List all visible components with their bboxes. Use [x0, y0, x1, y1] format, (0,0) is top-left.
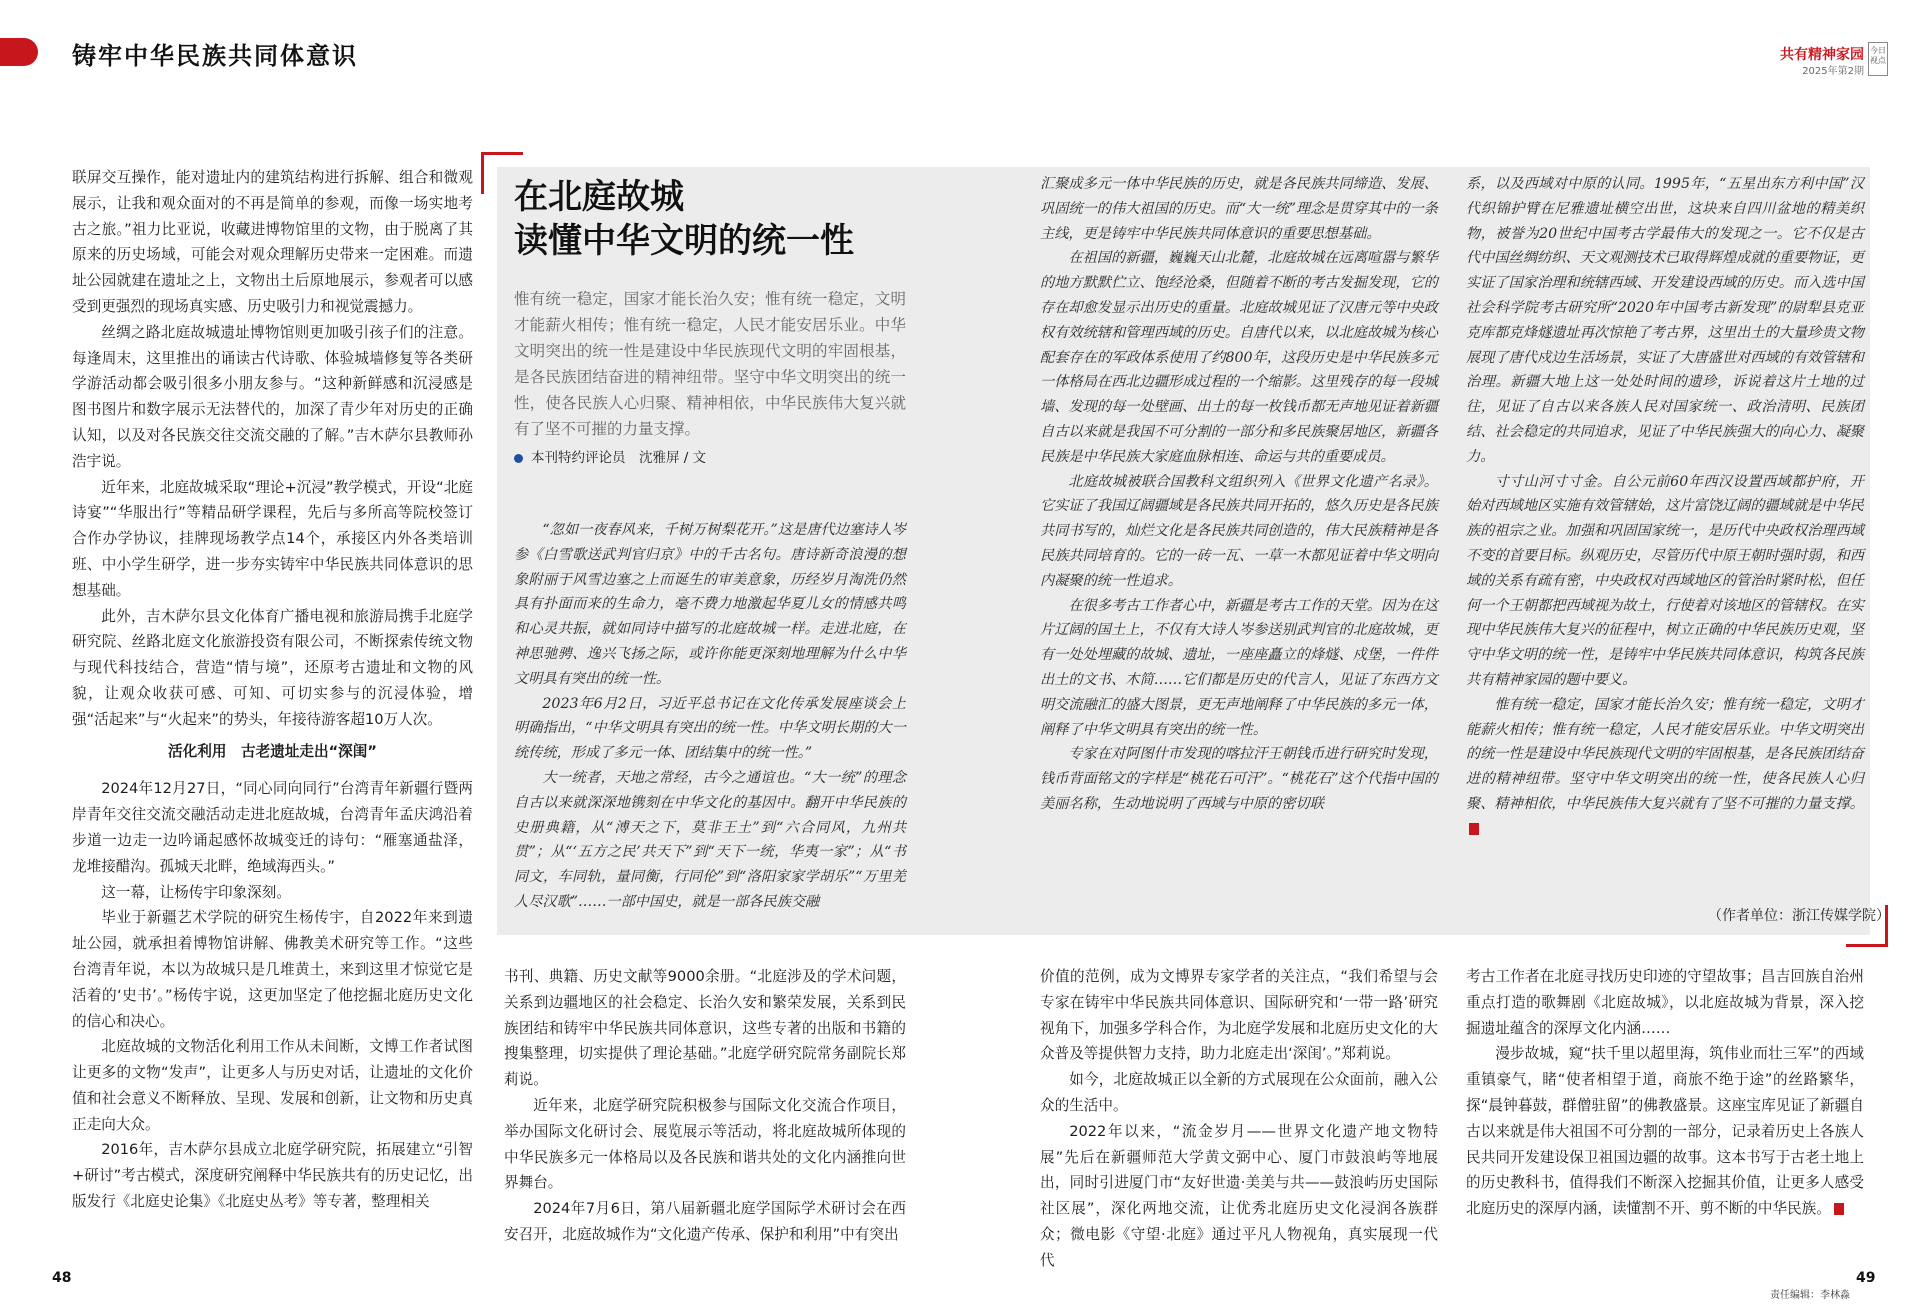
paragraph: 2023年6月2日，习近平总书记在文化传承发展座谈会上明确指出，“中华文明具有突出的统一性。中华文明长期的大一统传统，形成了多元一体、团结集中的统一性。”	[514, 695, 906, 762]
corner-mark	[1846, 944, 1888, 947]
feature-column-b	[1040, 172, 1438, 817]
paragraph: 考古工作者在北庭寻找历史印迹的守望故事；昌吉回族自治州重点打造的歌舞剧《北庭故城》，以北庭故城为背景，深入挖掘遗址蕴含的深厚文化内涵……	[1466, 968, 1864, 1037]
byline-text: 本刊特约评论员 沈雅屏 / 文	[531, 450, 707, 466]
paragraph	[1466, 693, 1864, 842]
feature-column-c	[1466, 172, 1864, 842]
right-column-3-bottom	[1040, 964, 1438, 1274]
paragraph: 价值的范例，成为文博界专家学者的关注点，“我们希望与会专家在铸牢中华民族共同体意识、国际研究和‘一带一路’研究视角下，加强多学科合作，为北庭学发展和北庭历史文化的大众普及等提供智力支持，助力北庭走出‘深闺’。”郑莉说。	[1040, 968, 1438, 1063]
byline-dot-icon	[514, 454, 523, 463]
subheading: 活化利用 古老遗址走出“深闺”	[168, 742, 377, 760]
magazine-issue: 2025年第2期	[1802, 66, 1864, 77]
page-number-left: 48	[52, 1270, 72, 1286]
paragraph: 毕业于新疆艺术学院的研究生杨传宇，自2022年来到遗址公园，就承担着博物馆讲解、佛教美术研究等工作。“这些台湾青年说，本以为故城只是几堆黄土，来到这里才惊觉它是活着的‘史书’。”杨传宇说，这更加坚定了他挖掘北庭历史文化的信心和决心。	[72, 909, 473, 1030]
paragraph: 丝绸之路北庭故城遗址博物馆则更加吸引孩子们的注意。每逢周末，这里推出的诵读古代诗歌、体验城墙修复等各类研学游活动都会吸引很多小朋友参与。“这种新鲜感和沉浸感是图书图片和数字展示无法替代的，加深了青少年对历史的正确认知，以及对各民族交往交流交融的了解。”吉木萨尔县教师孙浩宇说。	[72, 323, 473, 470]
magazine-name: 共有精神家园	[1780, 47, 1864, 63]
paragraph: 这一幕，让杨传宇印象深刻。	[101, 883, 291, 901]
paragraph: 联屏交互操作，能对遗址内的建筑结构进行拆解、组合和微观展示，让我和观众面对的不再是简单的参观，而像一场实地考古之旅。”祖力比亚说，收藏进博物馆里的文物，由于脱离了其原来的历史场域，可能会对观众理解历史带来一定困难。而遗址公园就建在遗址之上，文物出土后原地展示，参观者可以感受到更强烈的现场真实感、历史吸引力和视觉震撼力。	[72, 169, 473, 315]
paragraph: 大一统者，天地之常经，古今之通谊也。“大一统”的理念自古以来就深深地镌刻在中华文化的基因中。翻开中华民族的史册典籍，从“溥天之下，莫非王土”到“六合同风，九州共贯”；从“‘五方之民’共天下”到“天下一统，华夷一家”；从“书同文，车同轨，量同衡，行同伦”到“洛阳家家学胡乐”“万里羌人尽汉歌”……一部中国史，就是一部各民族交融	[514, 769, 906, 910]
corner-mark	[481, 152, 484, 194]
column-badge: 今日 视点	[1868, 42, 1888, 76]
feature-title-line-1: 在北庭故城	[514, 177, 684, 217]
paragraph-text: 惟有统一稳定，国家才能长治久安；惟有统一稳定，文明才能薪火相传；惟有统一稳定，人民才能安居乐业。中华文明突出的统一性是建设中华民族现代文明的牢固根基，是各民族团结奋进的精神纽带。坚守中华文明突出的统一性，使各民族人心归聚、精神相依，中华民族伟大复兴就有了坚不可摧的力量支撑。	[1466, 696, 1864, 812]
section-title: 铸牢中华民族共同体意识	[72, 41, 358, 70]
author-unit: （作者单位：浙江传媒学院）	[1708, 908, 1890, 924]
paragraph: “忽如一夜春风来，千树万树梨花开。”这是唐代边塞诗人岑参《白雪歌送武判官归京》中的千古名句。唐诗新奇浪漫的想象附丽于风雪边塞之上而诞生的审美意象，历经岁月淘洗仍然具有扑面而来的生命力，毫不费力地激起华夏儿女的情感共鸣和心灵共振，就如同诗中描写的北庭故城一样。走进北庭，在神思驰骋、逸兴飞扬之际，或许你能更深刻地理解为什么中华文明具有突出的统一性。	[514, 522, 906, 687]
paragraph: 2024年7月6日，第八届新疆北庭学国际学术研讨会在西安召开，北庭故城作为“文化遗产传承、保护和利用”中有突出	[504, 1200, 906, 1243]
paragraph: 北庭故城的文物活化利用工作从未间断，文博工作者试图让更多的文物“发声”，让更多人与历史对话，让遗址的文化价值和社会意义不断释放、呈现、发展和创新，让文物和历史真正走向大众。	[72, 1038, 473, 1133]
feature-column-a	[514, 518, 906, 915]
left-column-1	[72, 165, 473, 1215]
section-tab-marker	[0, 38, 38, 66]
paragraph: 在很多考古工作者心中，新疆是考古工作的天堂。因为在这片辽阔的国土上，不仅有大诗人岑参送别武判官的北庭故城，更有一处处埋藏的故城、遗址，一座座矗立的烽燧、戍堡，一件件出土的文书、木简……它们都是历史的代言人，见证了东西方文明交流融汇的盛大图景，更无声地阐释了中华民族的多元一体，阐释了中华文明具有突出的统一性。	[1040, 597, 1438, 738]
paragraph: 书刊、典籍、历史文献等9000余册。“北庭涉及的学术问题，关系到边疆地区的社会稳定、长治久安和繁荣发展，关系到民族团结和铸牢中华民族共同体意识，这些专著的出版和书籍的搜集整理，切实提供了理论基础。”北庭学研究院常务副院长郑莉说。	[504, 968, 906, 1089]
paragraph: 2024年12月27日，“同心同向同行”台湾青年新疆行暨两岸青年交往交流交融活动走进北庭故城，台湾青年孟庆鸿沿着步道一边走一边吟诵起感怀故城变迁的诗句：“雁塞通盐泽，龙堆接醋沟。孤城天北畔，绝域海西头。”	[72, 780, 473, 875]
paragraph-text: 漫步故城，窥“扶千里以超里海，筑伟业而壮三军”的西域重镇豪气，睹“使者相望于道，商旅不绝于途”的丝路繁华，探“晨钟暮鼓，群僧驻留”的佛教盛景。这座宝库见证了新疆自古以来就是伟大祖国不可分割的一部分，记录着历史上各族人民共同开发建设保卫祖国边疆的故事。这本书写于古老土地上的历史教科书，值得我们不断深入挖掘其价值，让更多人感受北庭历史的深厚内涵，读懂割不开、剪不断的中华民族。	[1466, 1045, 1864, 1218]
end-mark-icon	[1834, 1203, 1844, 1215]
paragraph: 2016年，吉木萨尔县成立北庭学研究院，拓展建立“引智+研讨”考古模式，深度研究阐释中华民族共有的历史记忆，出版发行《北庭史论集》《北庭史丛考》等专著，整理相关	[72, 1141, 473, 1211]
feature-title	[514, 175, 924, 263]
right-column-4-bottom	[1466, 964, 1864, 1222]
paragraph: 专家在对阿图什市发现的喀拉汗王朝钱币进行研究时发现，钱币背面铭文的字样是“桃花石可汗”。“桃花石”这个代指中国的美丽名称，生动地说明了西域与中原的密切联	[1040, 746, 1438, 812]
left-column-2-bottom	[504, 964, 906, 1248]
page-number-right: 49	[1856, 1270, 1876, 1286]
paragraph: 2022年以来，“流金岁月——世界文化遗产地文物特展”先后在新疆师范大学黄文弼中心、厦门市鼓浪屿等地展出，同时引进厦门市“友好世遗·美美与共——鼓浪屿历史国际社区展”，深化两地交流，让优秀北庭历史文化浸润各族群众；微电影《守望·北庭》通过平凡人物视角，真实展现一代代	[1040, 1122, 1438, 1269]
feature-lead: 惟有统一稳定，国家才能长治久安；惟有统一稳定，文明才能薪火相传；惟有统一稳定，人民才能安居乐业。中华文明突出的统一性是建设中华民族现代文明的牢固根基，是各民族团结奋进的精神纽带。坚守中华文明突出的统一性，使各民族人心归聚、精神相依，中华民族伟大复兴就有了坚不可摧的力量支撑。	[514, 290, 906, 438]
paragraph: 在祖国的新疆，巍巍天山北麓，北庭故城在远离喧嚣与繁华的地方默默伫立、饱经沧桑，但随着不断的考古发掘发现，它的存在却愈发显示出历史的重量。北庭故城见证了汉唐元等中央政权有效统辖和管理西域的历史。自唐代以来，以北庭故城为核心配套存在的军政体系使用了约800年，这段历史是中华民族多元一体格局在西北边疆形成过程的一个缩影。这里残存的每一段城墙、发现的每一处壁画、出土的每一枚钱币都无声地见证着新疆自古以来就是我国不可分割的一部分和多民族聚居地区，新疆各民族是中华民族大家庭血脉相连、命运与共的重要成员。	[1040, 250, 1438, 465]
paragraph	[1466, 1041, 1864, 1222]
paragraph: 寸寸山河寸寸金。自公元前60年西汉设置西域都护府，开始对西域地区实施有效管辖始，这片富饶辽阔的疆域就是中华民族的祖宗之业。加强和巩固国家统一，是历代中央政权治理西域不变的首要目标。纵观历史，尽管历代中原王朝时强时弱，和西域的关系有疏有密，中央政权对西域地区的管治时紧时松，但任何一个王朝都把西域视为故土，行使着对该地区的管辖权。在实现中华民族伟大复兴的征程中，树立正确的中华民族历史观，坚守中华文明的统一性，是铸牢中华民族共同体意识，构筑各民族共有精神家园的题中要义。	[1466, 473, 1864, 688]
paragraph: 如今，北庭故城正以全新的方式展现在公众面前，融入公众的生活中。	[1040, 1071, 1438, 1114]
corner-mark	[481, 152, 523, 155]
feature-byline	[514, 446, 706, 466]
end-mark-icon	[1469, 823, 1479, 835]
paragraph: 此外，吉木萨尔县文化体育广播电视和旅游局携手北庭学研究院、丝路北庭文化旅游投资有限公司，不断探索传统文物与现代科技结合，营造“情与境”，还原考古遗址和文物的风貌，让观众收获可感、可知、可切实参与的沉浸体验，增强“活起来”与“火起来”的势头，年接待游客超10万人次。	[72, 607, 473, 728]
paragraph: 汇聚成多元一体中华民族的历史，就是各民族共同缔造、发展、巩固统一的伟大祖国的历史。而“大一统”理念是贯穿其中的一条主线，更是铸牢中华民族共同体意识的重要思想基础。	[1040, 176, 1438, 242]
feature-title-line-2: 读懂中华文明的统一性	[514, 221, 854, 261]
responsible-editor: 责任编辑：李林淼	[1770, 1290, 1850, 1301]
paragraph: 近年来，北庭故城采取“理论+沉浸”教学模式，开设“北庭诗宴”“华服出行”等精品研学课程，先后与多所高等院校签订合作办学协议，挂牌现场教学点14个，承接区内外各类培训班、中小学生研学，进一步夯实铸牢中华民族共同体意识的思想基础。	[72, 478, 473, 599]
paragraph: 北庭故城被联合国教科文组织列入《世界文化遗产名录》。它实证了我国辽阔疆域是各民族共同开拓的，悠久历史是各民族共同书写的，灿烂文化是各民族共同创造的，伟大民族精神是各民族共同培育的。它的一砖一瓦、一草一木都见证着中华文明向内凝聚的统一性追求。	[1040, 473, 1438, 589]
paragraph: 近年来，北庭学研究院积极参与国际文化交流合作项目，举办国际文化研讨会、展览展示等活动，将北庭故城所体现的中华民族多元一体格局以及各民族和谐共处的文化内涵推向世界舞台。	[504, 1096, 906, 1192]
paragraph: 系，以及西域对中原的认同。1995年，“五星出东方利中国”汉代织锦护臂在尼雅遗址横空出世，这块来自四川盆地的精美织物，被誉为20世纪中国考古学最伟大的发现之一。它不仅是古代中国丝绸纺织、天文观测技术已取得辉煌成就的重要物证，更实证了国家治理和统辖西域、开发建设西域的历史。而入选中国社会科学院考古研究所“2020年中国考古新发现”的尉犁县克亚克库都克烽燧遗址再次惊艳了考古界，这里出土的大量珍贵文物展现了唐代戍边生活场景，实证了大唐盛世对西域的有效管辖和治理。新疆大地上这一处处时间的遗珍，诉说着这片土地的过往，见证了自古以来各族人民对国家统一、政治清明、民族团结、社会稳定的共同追求，见证了中华民族强大的向心力、凝聚力。	[1466, 176, 1864, 465]
